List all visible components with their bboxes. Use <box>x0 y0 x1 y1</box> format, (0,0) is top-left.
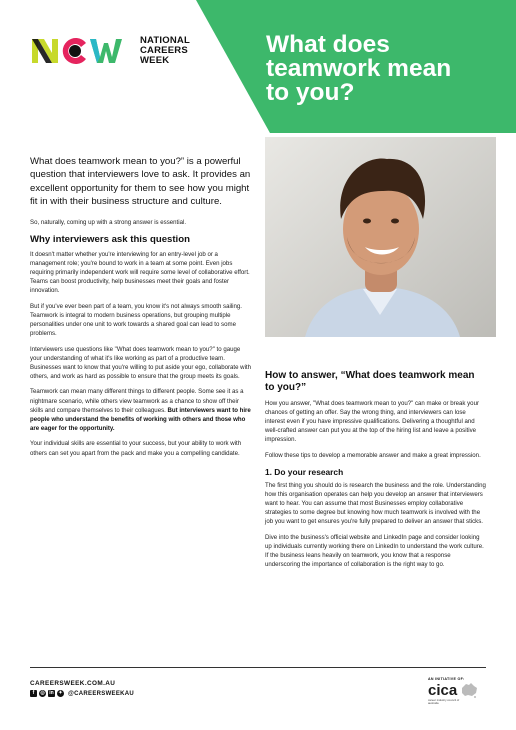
footer-divider <box>30 667 486 668</box>
heading-do-your-research: 1. Do your research <box>265 466 344 477</box>
intro-paragraph: What does teamwork mean to you?” is a powerful question that interviewers love to ask. It provides an excellent opportunity for them to see how you might fit in with their business structure and culture. <box>30 156 251 208</box>
partner-block <box>428 677 488 706</box>
paragraph-research-2: Dive into the business's official website and LinkedIn page and consider looking up individuals currently working there on LinkedIn to understand the work culture. If the business leans heavily on teamwork, you know that a response underscoring the importance of collaboration is the right way to go. <box>265 533 484 568</box>
website-link[interactable]: CAREERSWEEK.COM.AU <box>30 680 116 687</box>
paragraph-why-4-emphasis: But interviewers want to hire people who understand the benefits of working with others and those who are eager for the opportunity. <box>30 406 251 432</box>
social-links <box>30 690 134 697</box>
page-title: What does teamwork mean to you? <box>266 31 452 106</box>
paragraph-why-4-text: Teamwork can mean many different things to different people. Some see it as a nightmare scenario, while others view teamwork as a chance to show off their skills and compare themselves to their colleagues. <box>30 388 244 414</box>
paragraph-why-3: Interviewers use questions like "What does teamwork mean to you?" to gauge your understanding of what it's like working as part of a productive team. Businesses want to know that you're willing to put aside your ego, collaborate with others, and work as hard as possible to ensure that the group meets its goals. <box>30 345 251 380</box>
smiling-man-photo <box>265 137 496 337</box>
ncw-letters-icon <box>30 33 134 69</box>
logo-wordmark: NATIONAL CAREERS WEEK <box>140 35 190 66</box>
right-column <box>265 370 486 575</box>
heading-how-to-answer: How to answer, “What does teamwork mean to you?” <box>265 370 475 393</box>
cica-tagline: career industry council of australia <box>428 698 460 706</box>
portrait-photo <box>265 137 496 337</box>
footer-contact <box>30 680 134 697</box>
linkedin-icon[interactable]: in <box>49 690 54 696</box>
heading-why-interviewers-ask: Why interviewers ask this question <box>30 233 190 245</box>
initiative-label: AN INITIATIVE OF: <box>428 677 465 681</box>
facebook-icon[interactable]: f <box>30 690 37 697</box>
paragraph-naturally: So, naturally, coming up with a strong answer is essential. <box>30 218 187 226</box>
national-careers-week-logo <box>30 33 190 69</box>
paragraph-why-4 <box>30 387 252 432</box>
paragraph-why-2: But if you've ever been part of a team, you know it's not always smooth sailing. Teamwork is integral to modern business operations, but grouping multiple personalities under one unit to work towards a shared goal can lead to some problems. <box>30 302 242 337</box>
australia-map-icon <box>460 682 478 698</box>
ncw-logo-mark <box>30 33 134 69</box>
social-handle[interactable]: @CAREERSWEEKAU <box>68 690 135 697</box>
cica-wordmark: cica <box>428 682 458 699</box>
paragraph-how-2: Follow these tips to develop a memorable answer and make a great impression. <box>265 451 481 459</box>
twitter-icon[interactable]: ✦ <box>58 690 63 696</box>
paragraph-how-1: How you answer, "What does teamwork mean to you?" can make or break your chances of getting an offer. Say the wrong thing, and interviewers can lose interest even if you have impressive qualifications. Delivering a thoughtful and well-crafted answer can put you at the top of the hiring list and leave a positive impression. <box>265 400 479 444</box>
left-column <box>30 155 252 464</box>
paragraph-research-1: The first thing you should do is research the business and the role. Understanding how this organisation operates can help you develop an answer that interviewers want to hear. You can assume that most Businesses employ collaborative strategies to some degree but knowing how much teamwork is involved with the job you want to get ensures you're fully prepared to deliver an answer that sticks. <box>265 481 486 525</box>
cica-logo <box>428 682 488 698</box>
paragraph-why-1: It doesn't matter whether you're interviewing for an entry-level job or a management role; you're bound to work in a team at some point. Even jobs requiring primarily independent work will require some level of collaborative effort. Teams can boost productivity, help businesses meet their goals and foster innovation. <box>30 250 250 295</box>
paragraph-why-5: Your individual skills are essential to your success, but your ability to work with others can set you apart from the pack and make you a compelling candidate. <box>30 440 242 457</box>
instagram-icon[interactable]: ◎ <box>40 690 45 696</box>
